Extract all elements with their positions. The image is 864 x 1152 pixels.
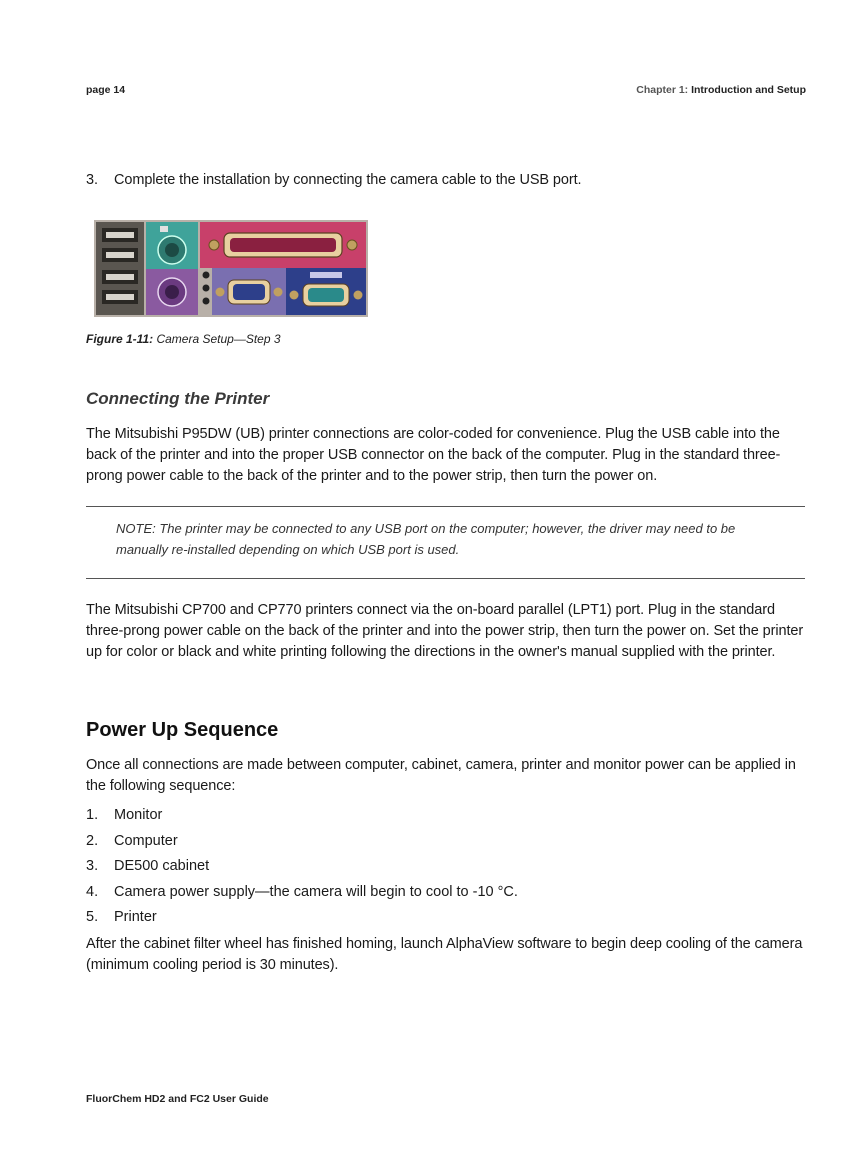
footer-title: FluorChem HD2 and FC2 User Guide <box>86 1093 269 1105</box>
list-item-text: DE500 cabinet <box>114 858 210 874</box>
list-item <box>86 831 518 857</box>
usb-ports-icon <box>96 222 144 315</box>
printer-paragraph-2: The Mitsubishi CP700 and CP770 printers connect via the on-board parallel (LPT1) port. Plug in the standard three-prong power cable on the back of the printer and into the power strip, then turn the power on. Set the printer up for color or black and white printing following the directions in the owner's manual supplied with the printer. <box>86 602 804 660</box>
page-number: page 14 <box>86 84 126 96</box>
list-item <box>86 805 518 831</box>
power-intro: Once all connections are made between computer, cabinet, camera, printer and monitor power can be applied in the following sequence: <box>86 757 796 794</box>
figure-caption-text: Camera Setup—Step 3 <box>156 332 281 346</box>
printer-paragraph: The Mitsubishi P95DW (UB) printer connections are color-coded for convenience. Plug the USB cable into the back of the printer and into the proper USB connector on the back of the computer. Plug in the standard three-prong power cable to the back of the printer and to the power strip, then turn the power on. <box>86 426 781 484</box>
note-divider-top <box>86 506 805 507</box>
step-3 <box>86 170 581 191</box>
power-sequence-list <box>86 805 518 933</box>
note-divider-bottom <box>86 578 805 579</box>
list-item <box>86 882 518 908</box>
camera-setup-figure <box>94 220 368 317</box>
figure-caption-label: Figure 1-11: <box>86 332 154 346</box>
vga-port-icon <box>212 268 286 315</box>
ps2-ports-icon <box>146 222 198 315</box>
serial-port-icon <box>286 268 366 315</box>
chapter-header <box>636 84 806 96</box>
list-item-number: 5. <box>86 909 99 925</box>
list-item <box>86 907 518 933</box>
step-3-text: Complete the installation by connecting the camera cable to the USB port. <box>114 172 582 188</box>
parallel-port-icon <box>200 222 366 268</box>
list-item-number: 2. <box>86 832 99 849</box>
list-item-text: Monitor <box>114 807 163 823</box>
list-item-number: 4. <box>86 883 99 900</box>
list-item-number: 1. <box>86 807 99 823</box>
list-item-text: Computer <box>114 832 178 849</box>
power-closing-paragraph: After the cabinet filter wheel has finished homing, launch AlphaView software to begin deep cooling of the camera (minimum cooling period is 30 minutes). <box>86 936 803 973</box>
list-item-text: Camera power supply—the camera will begin to cool to -10 °C. <box>114 883 518 900</box>
list-item-text: Printer <box>114 909 157 925</box>
section-heading-power: Power Up Sequence <box>86 719 279 741</box>
list-item <box>86 856 518 882</box>
list-item-number: 3. <box>86 858 99 874</box>
section-heading-printer: Connecting the Printer <box>86 389 270 408</box>
figure-caption <box>86 332 281 346</box>
printer-note: NOTE: The printer may be connected to any USB port on the computer; however, the driver may need to be manually re-installed depending on which USB port is used. <box>116 521 736 557</box>
step-3-number: 3. <box>86 172 98 188</box>
chapter-title: Introduction and Setup <box>691 84 806 96</box>
chapter-label: Chapter 1: <box>636 84 689 96</box>
